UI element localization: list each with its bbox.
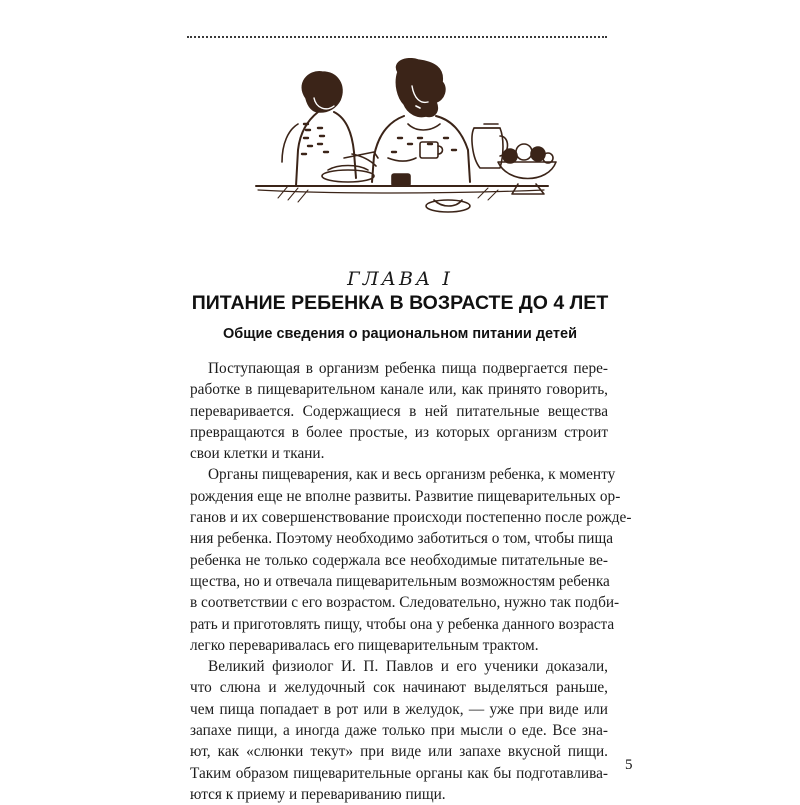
text-line: в соответствии с его возрастом. Следовательно, нужно так подби- xyxy=(190,594,620,612)
mother-and-child-at-table-illustration xyxy=(248,58,558,230)
text-line: щества, но и отвечала пищеварительным возможностям ребенка xyxy=(190,572,610,590)
body-text xyxy=(190,358,632,805)
chapter-title: ПИТАНИЕ РЕБЕНКА В ВОЗРАСТЕ ДО 4 ЛЕТ xyxy=(191,292,609,314)
text-line: Поступающая в организм ребенка пища подвергается пере- xyxy=(208,360,608,377)
text-line: работке в пищеварительном канале или, как принято говорить, xyxy=(190,381,608,399)
text-line: запахе пищи, а иногда даже только при мысли о еде. Все зна- xyxy=(190,722,608,740)
text-line: ются к приему и перевариванию пищи. xyxy=(190,785,446,803)
text-line: ют, как «слюнки текут» при виде или запахе вкусной пищи. xyxy=(190,743,608,761)
section-title: Общие сведения о рациональном питании детей xyxy=(223,326,577,342)
page-number: 5 xyxy=(625,757,633,773)
text-line: ребенка не только содержала все необходимые питательные ве- xyxy=(190,551,608,569)
text-line: ния ребенка. Поэтому необходимо заботиться о том, чтобы пища xyxy=(190,530,614,548)
header-dotted-rule xyxy=(187,36,607,38)
chapter-label: ГЛАВА I xyxy=(347,268,453,290)
text-line: переваривается. Содержащиеся в ней питательные вещества xyxy=(190,402,608,420)
text-line: свои клетки и ткани. xyxy=(190,445,325,463)
text-line: Таким образом пищеварительные органы как бы подготавлива- xyxy=(190,764,608,782)
text-line: Органы пищеварения, как и весь организм ребенка, к моменту xyxy=(208,466,616,484)
paragraph xyxy=(190,464,632,656)
text-line: легко переваривалась его пищеварительным трактом. xyxy=(190,636,539,654)
paragraph xyxy=(190,358,608,464)
text-line: чем пища попадает в рот или в желудок, — уже при виде или xyxy=(190,700,608,718)
paragraph xyxy=(190,656,608,805)
text-line: что слюна и желудочный сок начинают выделяться раньше, xyxy=(190,679,608,697)
text-line: рать и приготовлять пищу, чтобы она у ребенка данного возраста xyxy=(190,615,615,633)
text-line: Великий физиолог И. П. Павлов и его ученики доказали, xyxy=(208,658,608,676)
text-line: рождения еще не вполне развиты. Развитие пищеварительных ор- xyxy=(190,487,621,505)
text-line: ганов и их совершенствование происходи постепенно после рожде- xyxy=(190,509,632,527)
text-line: превращаются в более простые, из которых организм строит xyxy=(190,423,608,441)
